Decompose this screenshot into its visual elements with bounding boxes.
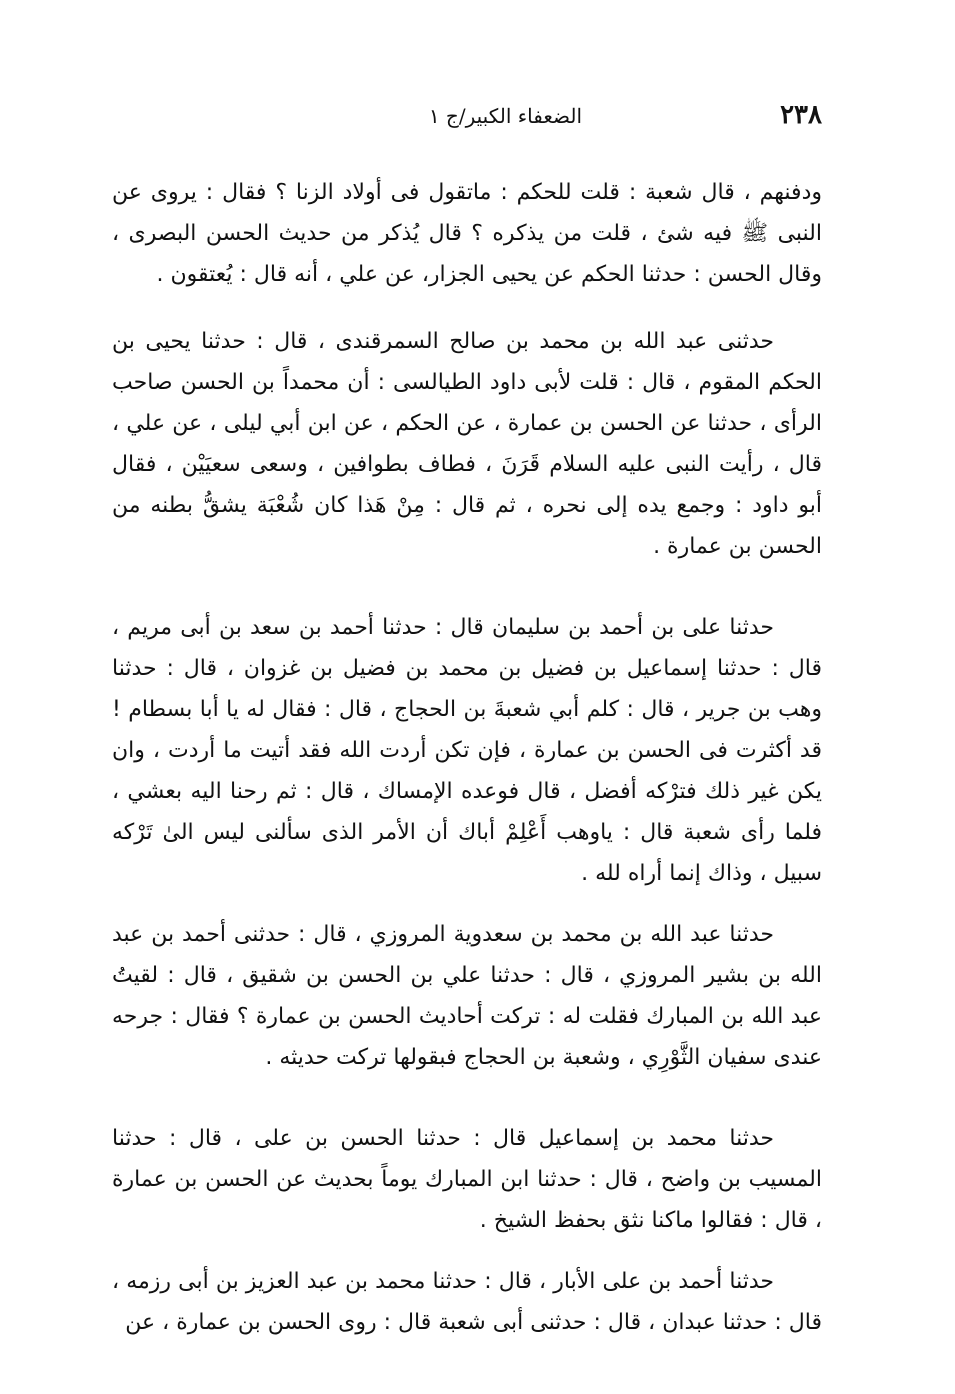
page-number: ٢٣٨ (780, 100, 822, 130)
paragraph-2: حدثنى عبد الله بن محمد بن صالح السمرقندى ، قال : حدثنا يحيى بن الحكم المقوم ، قال : قلت لأبى داود الطيالسى : أن محمداً بن الحسن صاحب الرأى ، حدثنا عن الحسن بن عمارة ، عن الحكم ، عن ابن أبي ليلى ، عن علي ، قال ، رأيت النبى عليه السلام قَرَنَ ، فطاف بطوافين ، وسعى سعيَيْن ، فقال أبو داود : وجمع يده إلى نحره ، ثم قال : مِنْ هَذا كان شُعْبَة يشقُّ بطنه من الحسن بن عمارة . (112, 329, 822, 559)
paragraph-1: ودفنهم ، قال شعبة : قلت للحكم : ماتقول فى أولاد الزنا ؟ فقال : يروى عن النبى ﷺ فيه شئ ، قلت من يذكره ؟ قال يُذكر من حديث الحسن البصرى ، وقال الحسن : حدثنا الحكم عن يحيى الجزار، عن علي ، أنه قال : يُعتقون . (112, 180, 822, 287)
running-title: الضعفاء الكبير/ج ١ (428, 104, 582, 128)
page-header (112, 100, 822, 140)
page-body (112, 172, 822, 1343)
paragraph-4: حدثنا عبد الله بن محمد بن سعدوية المروزي ، قال : حدثنى أحمد بن عبد الله بن بشير المروزي ، قال : حدثنا علي بن الحسن بن شقيق ، قال : لقيتُ عبد الله بن المبارك فقلت له : تركت أحاديث الحسن بن عمارة ؟ فقال : جرحه عندى سفيان الثَّوْرِي ، وشعبة بن الحجاج فبقولها تركت حديثه . (112, 922, 822, 1070)
paragraph-6: حدثنا أحمد بن على الأبار ، قال : حدثنا محمد بن عبد العزيز بن أبى رزمه ، قال : حدثنا عبدان ، قال : حدثنى أبى شعبة قال : روى الحسن بن عمارة ، عن (112, 1269, 822, 1335)
paragraph-3: حدثنا على بن أحمد بن سليمان قال : حدثنا أحمد بن سعد بن أبى مريم ، قال : حدثنا إسماعيل بن فضيل بن محمد بن فضيل بن غزوان ، قال : حدثنا وهب بن جرير ، قال : كلم أبي شعبةَ بن الحجاج ، قال : فقال له يا أبا بسطام ! قد أكثرت فى الحسن بن عمارة ، فإن تكن أردت الله فقد أتيت ما أردت ، وان يكن غير ذلك فترْكه أفضل ، قال فوعده الإمساك ، قال : ثم رحنا اليه بعشي ، فلما رأى شعبة قال : ياوهب أَعْلِمْ أباك أن الأمر الذى سألنى ليس الىٰ تَرْكه سبيل ، وذاك إنما أراه لله . (112, 615, 822, 886)
paragraph-5: حدثنا محمد بن إسماعيل قال : حدثنا الحسن بن على ، قال : حدثنا المسيب بن واضح ، قال : حدثنا ابن المبارك يوماً بحديث عن الحسن بن عمارة ، قال : فقالوا ماكنا نثق بحفظ الشيخ . (112, 1126, 822, 1233)
